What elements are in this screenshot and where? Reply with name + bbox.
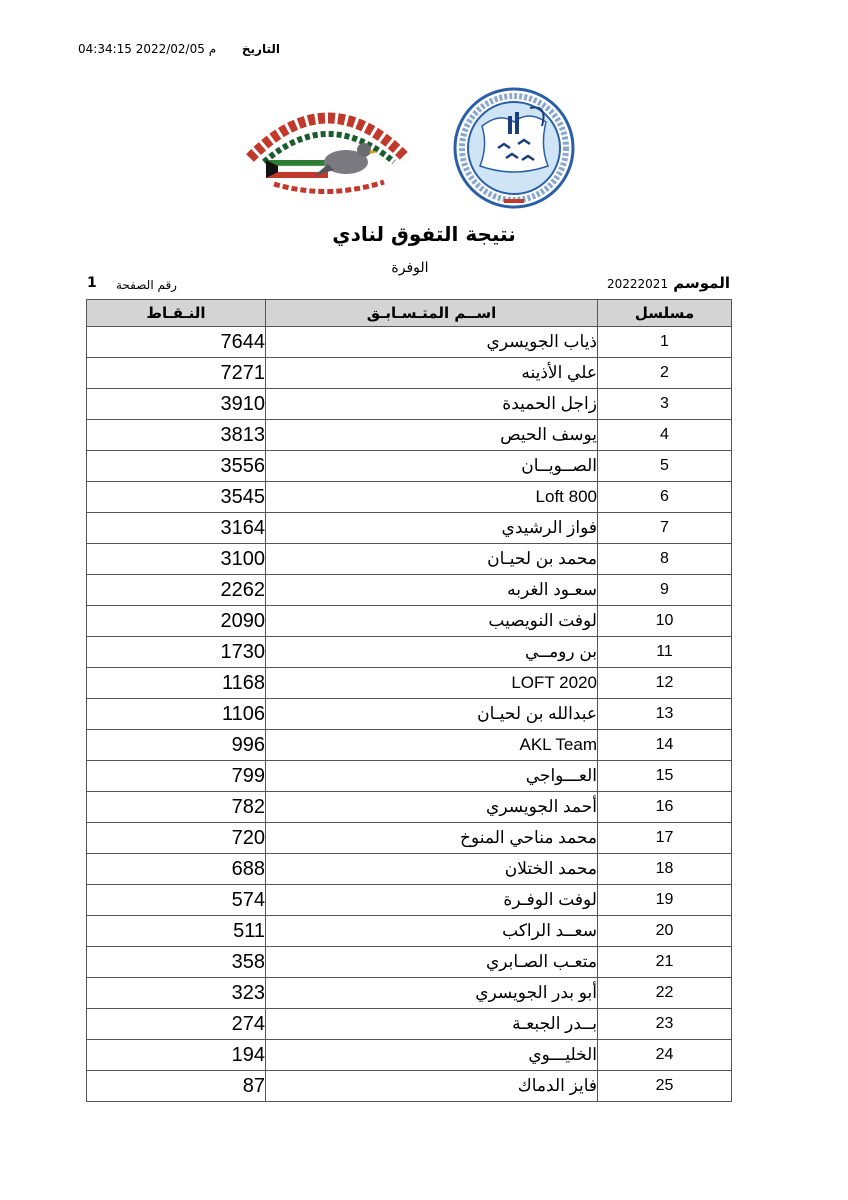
- serial-cell: 13: [598, 699, 732, 730]
- name-cell: بــدر الجبعـة: [266, 1009, 598, 1040]
- name-cell: عبدالله بن لحيـان: [266, 699, 598, 730]
- serial-cell: 1: [598, 327, 732, 358]
- serial-cell: 10: [598, 606, 732, 637]
- serial-cell: 24: [598, 1040, 732, 1071]
- serial-cell: 25: [598, 1071, 732, 1102]
- table-row: [87, 389, 732, 420]
- points-cell: 3813: [87, 420, 266, 451]
- results-table: [86, 299, 732, 1102]
- serial-cell: 19: [598, 885, 732, 916]
- points-cell: 7271: [87, 358, 266, 389]
- serial-cell: 14: [598, 730, 732, 761]
- date-label: التاريخ: [241, 42, 280, 56]
- name-cell: العـــواجي: [266, 761, 598, 792]
- table-row: [87, 637, 732, 668]
- name-cell: زاجل الحميدة: [266, 389, 598, 420]
- header-serial: مسلسل: [598, 300, 732, 327]
- serial-cell: 7: [598, 513, 732, 544]
- points-cell: 2262: [87, 575, 266, 606]
- table-row: [87, 451, 732, 482]
- name-cell: ذياب الجويسري: [266, 327, 598, 358]
- season-value: 20222021: [607, 277, 669, 291]
- season-label: الموسم: [673, 274, 730, 292]
- table-row: [87, 823, 732, 854]
- name-cell: لوفت النويصيب: [266, 606, 598, 637]
- club-logo: [244, 88, 412, 200]
- serial-cell: 6: [598, 482, 732, 513]
- serial-cell: 23: [598, 1009, 732, 1040]
- table-row: [87, 420, 732, 451]
- table-row: [87, 575, 732, 606]
- name-cell: يوسف الحيص: [266, 420, 598, 451]
- name-cell: سعـود الغربه: [266, 575, 598, 606]
- table-row: [87, 885, 732, 916]
- name-cell: الصــويــان: [266, 451, 598, 482]
- table-row: [87, 668, 732, 699]
- table-row: [87, 978, 732, 1009]
- name-cell: AKL Team: [266, 730, 598, 761]
- name-cell: متعـب الصـابري: [266, 947, 598, 978]
- table-row: [87, 947, 732, 978]
- points-cell: 87: [87, 1071, 266, 1102]
- table-row: [87, 1040, 732, 1071]
- header-points: النـقـاط: [87, 300, 266, 327]
- page-number-value: 1: [87, 275, 97, 291]
- federation-logo: [452, 86, 576, 210]
- table-row: [87, 1009, 732, 1040]
- points-cell: 1730: [87, 637, 266, 668]
- serial-cell: 22: [598, 978, 732, 1009]
- name-cell: أبو بدر الجويسري: [266, 978, 598, 1009]
- points-cell: 274: [87, 1009, 266, 1040]
- points-cell: 3100: [87, 544, 266, 575]
- points-cell: 323: [87, 978, 266, 1009]
- points-cell: 358: [87, 947, 266, 978]
- serial-cell: 2: [598, 358, 732, 389]
- serial-cell: 11: [598, 637, 732, 668]
- serial-cell: 15: [598, 761, 732, 792]
- print-date: [70, 42, 280, 60]
- points-cell: 688: [87, 854, 266, 885]
- points-cell: 1168: [87, 668, 266, 699]
- page-number-label: رقم الصفحة: [116, 278, 177, 292]
- name-cell: فواز الرشيدي: [266, 513, 598, 544]
- name-cell: الخليـــوي: [266, 1040, 598, 1071]
- date-value: 04:34:15 2022/02/05 م: [78, 42, 217, 56]
- points-cell: 194: [87, 1040, 266, 1071]
- name-cell: بن رومــي: [266, 637, 598, 668]
- name-cell: علي الأذينه: [266, 358, 598, 389]
- table-row: [87, 1071, 732, 1102]
- name-cell: سعــد الراكب: [266, 916, 598, 947]
- report-title: نتيجة التفوق لنادي: [332, 222, 516, 246]
- club-name: الوفرة: [391, 260, 429, 276]
- name-cell: محمد بن لحيـان: [266, 544, 598, 575]
- serial-cell: 3: [598, 389, 732, 420]
- name-cell: محمد مناحي المنوخ: [266, 823, 598, 854]
- points-cell: 2090: [87, 606, 266, 637]
- table-row: [87, 761, 732, 792]
- points-cell: 3164: [87, 513, 266, 544]
- points-cell: 511: [87, 916, 266, 947]
- table-row: [87, 544, 732, 575]
- header-name: اســم المتـسـابـق: [266, 300, 598, 327]
- name-cell: لوفت الوفـرة: [266, 885, 598, 916]
- serial-cell: 12: [598, 668, 732, 699]
- table-row: [87, 606, 732, 637]
- table-row: [87, 916, 732, 947]
- table-row: [87, 513, 732, 544]
- serial-cell: 16: [598, 792, 732, 823]
- serial-cell: 17: [598, 823, 732, 854]
- table-row: [87, 699, 732, 730]
- table-row: [87, 327, 732, 358]
- name-cell: محمد الختلان: [266, 854, 598, 885]
- serial-cell: 18: [598, 854, 732, 885]
- serial-cell: 4: [598, 420, 732, 451]
- name-cell: فايز الدماك: [266, 1071, 598, 1102]
- table-row: [87, 854, 732, 885]
- serial-cell: 5: [598, 451, 732, 482]
- serial-cell: 21: [598, 947, 732, 978]
- points-cell: 720: [87, 823, 266, 854]
- table-row: [87, 730, 732, 761]
- table-header-row: [87, 300, 732, 327]
- table-row: [87, 358, 732, 389]
- points-cell: 996: [87, 730, 266, 761]
- points-cell: 3545: [87, 482, 266, 513]
- name-cell: Loft 800: [266, 482, 598, 513]
- points-cell: 3910: [87, 389, 266, 420]
- points-cell: 1106: [87, 699, 266, 730]
- name-cell: أحمد الجويسري: [266, 792, 598, 823]
- points-cell: 799: [87, 761, 266, 792]
- points-cell: 782: [87, 792, 266, 823]
- points-cell: 3556: [87, 451, 266, 482]
- serial-cell: 20: [598, 916, 732, 947]
- table-row: [87, 482, 732, 513]
- name-cell: LOFT 2020: [266, 668, 598, 699]
- points-cell: 7644: [87, 327, 266, 358]
- serial-cell: 8: [598, 544, 732, 575]
- serial-cell: 9: [598, 575, 732, 606]
- points-cell: 574: [87, 885, 266, 916]
- table-row: [87, 792, 732, 823]
